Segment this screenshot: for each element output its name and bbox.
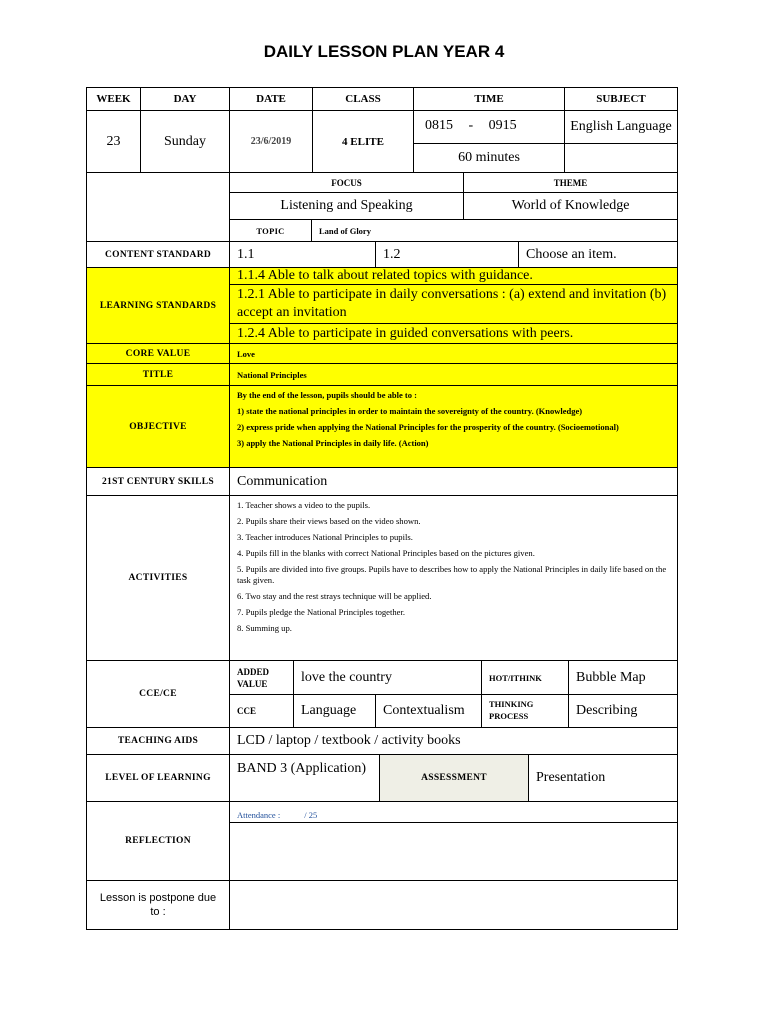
time-dash: - (468, 118, 474, 133)
time-range (413, 110, 565, 144)
time-end: 0915 (488, 118, 517, 133)
postpone-label: Lesson is postpone due to : (86, 880, 230, 930)
content-standard-2: 1.2 (375, 241, 519, 268)
theme-label: THEME (463, 172, 678, 193)
content-standard-1: 1.1 (229, 241, 376, 268)
theme-value: World of Knowledge (463, 192, 678, 220)
thinking-process-label: THINKING PROCESS (481, 694, 569, 728)
activity-item: 3. Teacher introduces National Principles to pupils. (237, 532, 413, 542)
focus-label: FOCUS (229, 172, 464, 193)
class-header: CLASS (312, 87, 414, 111)
learning-standard-2: 1.2.1 Able to participate in daily conversations : (a) extend and invitation (b) accept an invitation (229, 284, 678, 324)
activities-label: ACTIVITIES (86, 495, 230, 661)
reflection-notes[interactable] (229, 822, 678, 881)
focus-blank (86, 172, 230, 242)
cce-value-2: Contextualism (375, 694, 482, 728)
teaching-aids-value: LCD / laptop / textbook / activity books (229, 727, 678, 755)
cce-label: CCE/CE (86, 660, 230, 728)
time-start: 0815 (425, 118, 453, 133)
day-value: Sunday (140, 110, 230, 173)
attendance-row (229, 801, 678, 823)
content-standard-label: CONTENT STANDARD (86, 241, 230, 268)
thinking-process-value: Describing (568, 694, 678, 728)
level-label: LEVEL OF LEARNING (86, 754, 230, 802)
activity-item: 6. Two stay and the rest strays technique will be applied. (237, 591, 432, 601)
activity-item: 4. Pupils fill in the blanks with correct National Principles based on the pictures given. (237, 548, 535, 558)
cce-value-1: Language (293, 694, 376, 728)
activity-item: 1. Teacher shows a video to the pupils. (237, 500, 371, 510)
activity-item: 5. Pupils are divided into five groups. Pupils have to describes how to apply the National Principles in daily life based on the task given. (237, 564, 667, 585)
date-header: DATE (229, 87, 313, 111)
topic-label: TOPIC (229, 219, 312, 242)
class-value: 4 ELITE (312, 110, 414, 173)
hot-value: Bubble Map (568, 660, 678, 695)
week-value: 23 (86, 110, 141, 173)
learning-standard-3: 1.2.4 Able to participate in guided conversations with peers. (229, 323, 678, 344)
learning-standards-label: LEARNING STANDARDS (86, 267, 230, 344)
subject-blank (564, 143, 678, 173)
activity-item: 8. Summing up. (237, 623, 292, 633)
lesson-title-value: National Principles (229, 363, 678, 386)
skills-value: Communication (229, 467, 678, 496)
duration-value: 60 minutes (413, 143, 565, 173)
attendance-total: / 25 (304, 810, 318, 820)
activities-list (229, 495, 678, 661)
postpone-reason[interactable] (229, 880, 678, 930)
cce-sub-label: CCE (229, 694, 294, 728)
objective-content (229, 385, 678, 468)
assessment-label: ASSESSMENT (379, 754, 529, 802)
day-header: DAY (140, 87, 230, 111)
assessment-value: Presentation (528, 754, 678, 802)
focus-value: Listening and Speaking (229, 192, 464, 220)
page-title: DAILY LESSON PLAN YEAR 4 (263, 42, 505, 61)
activity-item: 2. Pupils share their views based on the video shown. (237, 516, 421, 526)
content-standard-3[interactable]: Choose an item. (518, 241, 678, 268)
core-value-value: Love (229, 343, 678, 364)
core-value-label: CORE VALUE (86, 343, 230, 364)
learning-standard-1: 1.1.4 Able to talk about related topics with guidance. (229, 267, 678, 285)
objective-label: OBJECTIVE (86, 385, 230, 468)
date-value: 23/6/2019 (229, 110, 313, 173)
objective-item: 3) apply the National Principles in daily life. (Action) (237, 438, 429, 448)
week-header: WEEK (86, 87, 141, 111)
hot-label: HOT/ITHINK (481, 660, 569, 695)
topic-value: Land of Glory (311, 219, 678, 242)
objective-intro: By the end of the lesson, pupils should be able to : (237, 390, 417, 400)
activity-item: 7. Pupils pledge the National Principles together. (237, 607, 406, 617)
subject-header: SUBJECT (564, 87, 678, 111)
objective-item: 2) express pride when applying the National Principles for the prosperity of the country. (Socioemotional) (237, 422, 619, 432)
reflection-label: REFLECTION (86, 801, 230, 881)
attendance-label: Attendance : (237, 810, 281, 820)
skills-label: 21ST CENTURY SKILLS (86, 467, 230, 496)
level-value: BAND 3 (Application) (229, 754, 380, 802)
teaching-aids-label: TEACHING AIDS (86, 727, 230, 755)
time-header: TIME (413, 87, 565, 111)
added-value-value: love the country (293, 660, 482, 695)
subject-value: English Language (564, 110, 678, 144)
added-value-label: ADDED VALUE (229, 660, 294, 695)
lesson-title-label: TITLE (86, 363, 230, 386)
objective-item: 1) state the national principles in order to maintain the sovereignty of the country. (Knowledge) (237, 406, 583, 416)
